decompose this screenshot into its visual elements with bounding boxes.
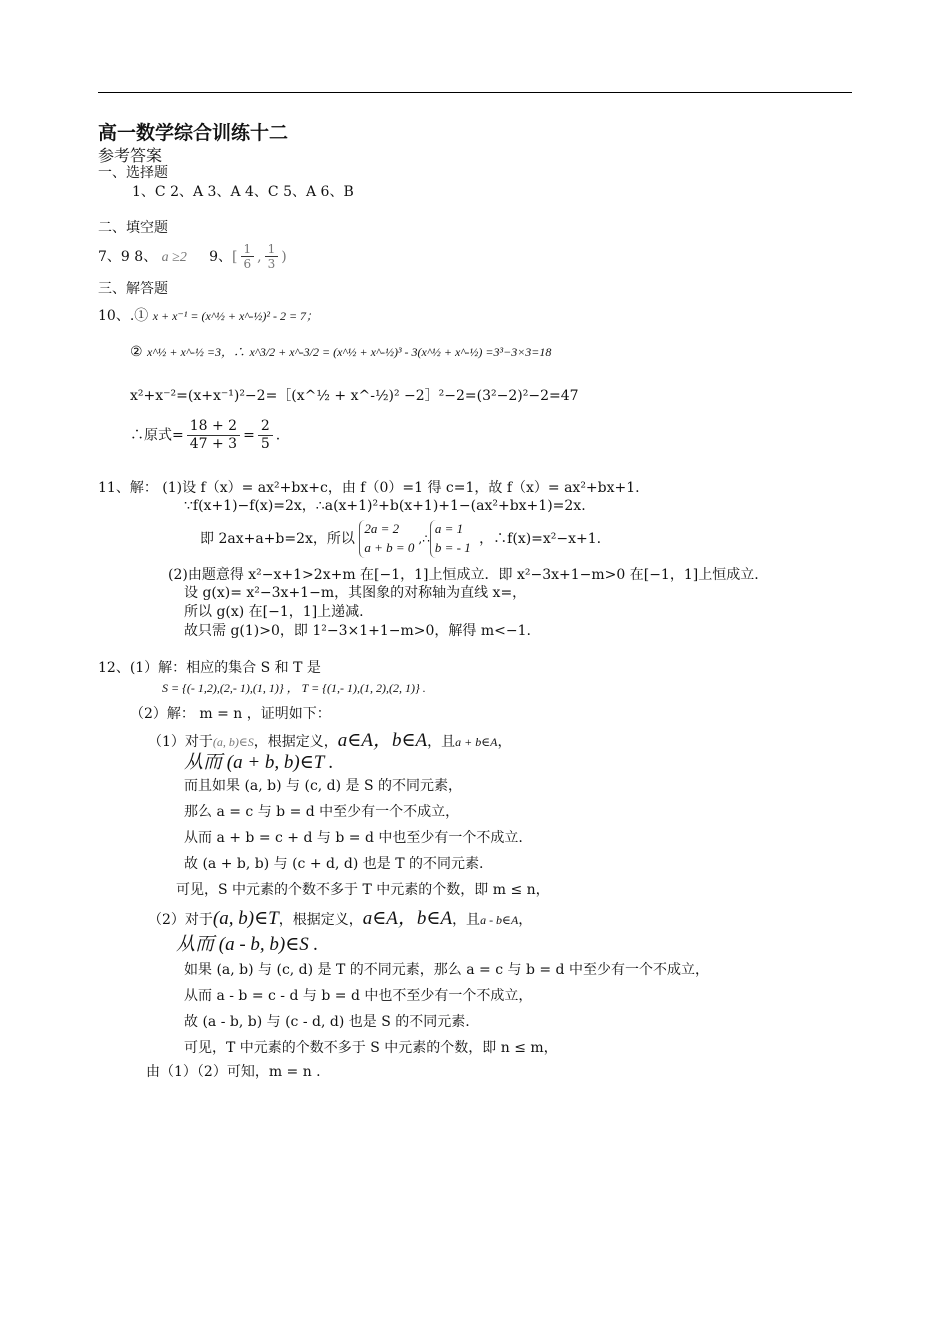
q10-period: . <box>275 427 281 444</box>
q11-line-2: ∵f(x+1)−f(x)=2x，∴a(x+1)²+b(x+1)+1−(ax²+bx+1)=2x. <box>184 498 586 514</box>
answer-9-frac-2: $\frac{1}{3}$ <box>265 242 279 272</box>
q12-line-3: （2）解： m = n ，证明如下： <box>130 706 331 722</box>
q11-line-5: 设 g(x)= x²−3x+1−m，其图象的对称轴为直线 x=， <box>184 585 527 601</box>
q12-part1-intro: （1）对于 <box>148 734 213 750</box>
q12-part2-diff: a - b∈A <box>480 913 519 927</box>
header-rule <box>98 92 852 93</box>
q12-line-16: 可见，T 中元素的个数不多于 S 中元素的个数，即 n ≤ m， <box>184 1040 558 1056</box>
q10-part2-label: ② <box>130 344 143 360</box>
q10-part2-given: x^½ + x^-½ =3，∴ <box>147 345 245 359</box>
answer-9-close: ) <box>281 248 287 265</box>
q12-line-9: 故 (a + b, b) 与 (c + d, d) 也是 T 的不同元素. <box>184 856 484 872</box>
q12-part2-def: ，根据定义， <box>278 912 363 928</box>
q12-part1-comma: ， <box>497 734 512 750</box>
q12-part1-and: ，且 <box>427 734 456 750</box>
q12-line-13: 如果 (a, b) 与 (c, d) 是 T 的不同元素，那么 a = c 与 b = d 中至少有一个不成立， <box>184 962 709 978</box>
answer-9-open: [ <box>232 248 238 265</box>
q10-equals: = <box>243 427 255 444</box>
q12-part1-def: ，根据定义， <box>253 734 338 750</box>
q10-line-2 <box>130 344 551 361</box>
answer-9-comma: , <box>257 248 262 265</box>
page-subtitle: 参考答案 <box>98 146 163 165</box>
q12-line-10: 可见，S 中元素的个数不多于 T 中元素的个数，即 m ≤ n， <box>176 882 550 898</box>
q12-part2-intro: （2）对于 <box>148 912 213 928</box>
q12-line-11 <box>148 908 532 931</box>
q12-line-8: 从而 a + b = c + d 与 b = d 中也至少有一个不成立. <box>184 830 523 846</box>
q12-line-17: 由（1）（2）可知，m = n . <box>146 1064 321 1080</box>
q12-line-4 <box>148 730 511 753</box>
q10-line-1 <box>98 308 318 325</box>
q11-result: ，∴f(x)=x²−x+1. <box>479 530 602 547</box>
q12-line-12: 从而 (a - b, b)∈S . <box>176 934 319 955</box>
q12-sets: S = {(- 1,2),(2,- 1),(1, 1)} ， T = {(1,- 1),(1, 2),(2, 1)} . <box>162 681 426 695</box>
answer-8-label: 8、 <box>134 248 158 265</box>
section-fill-heading: 二、填空题 <box>98 220 168 236</box>
q12-line-15: 故 (a - b, b) 与 (c - d, d) 也是 S 的不同元素. <box>184 1014 470 1030</box>
q11-therefore: ,∴ <box>418 531 430 546</box>
q11-system-intro: 即 2ax+a+b=2x，所以 <box>200 530 355 547</box>
choice-answers: 1、C 2、A 3、A 4、C 5、A 6、B <box>132 184 354 200</box>
q11-system-1: 2a = 2 a + b = 0 <box>359 520 418 558</box>
q10-label: 10、.① <box>98 308 149 324</box>
answer-8-value: a ≥2 <box>161 249 187 265</box>
answer-9-frac-1: $\frac{1}{6}$ <box>241 242 255 272</box>
q12-part1-pair: (a, b)∈S <box>212 735 254 749</box>
q10-line-3: x²+x⁻²=(x+x⁻¹)²−2=［(x^½ + x^-½)² −2］²−2=(3²−2)²−2=47 <box>130 388 579 404</box>
q10-part2-cube: x^3/2 + x^-3/2 = (x^½ + x^-½)³ - 3(x^½ + x^-½) =3³−3×3=18 <box>249 345 552 359</box>
page-title: 高一数学综合训练十二 <box>98 122 289 144</box>
section-solve-heading: 三、解答题 <box>98 281 168 297</box>
q11-line-6: 所以 g(x) 在[−1，1]上递减. <box>184 604 364 620</box>
q12-line-1: 12、(1）解：相应的集合 S 和 T 是 <box>98 660 321 676</box>
q12-line-5: 从而 (a + b, b)∈T . <box>184 752 334 773</box>
q12-part2-and: ，且 <box>452 912 481 928</box>
q10-result-label: ∴原式= <box>130 427 184 444</box>
q12-part1-sum: a + b∈A <box>455 735 498 749</box>
q12-line-7: 那么 a = c 与 b = d 中至少有一个不成立， <box>184 804 460 820</box>
q12-line-6: 而且如果 (a, b) 与 (c, d) 是 S 的不同元素， <box>184 778 463 794</box>
q11-line-7: 故只需 g(1)>0，即 1²−3×1+1−m>0，解得 m<−1. <box>184 623 531 639</box>
q10-line-4 <box>130 418 280 453</box>
fill-answers <box>98 242 287 272</box>
q12-line-14: 从而 a - b = c - d 与 b = d 中也不至少有一个不成立， <box>184 988 533 1004</box>
q12-part2-comma: ， <box>518 912 533 928</box>
q12-part1-membership: a∈A，b∈A <box>337 730 428 751</box>
q10-frac-left: $\frac{18 + 2}{47 + 3}$ <box>187 418 240 453</box>
q11-system-2: a = 1 b = - 1 <box>430 520 475 558</box>
q11-line-1: 11、解： (1)设 f（x）= ax²+bx+c，由 f（0）=1 得 c=1，故 f（x）= ax²+bx+1. <box>98 480 640 496</box>
q12-part2-membership: a∈A，b∈A <box>362 908 453 929</box>
answer-7: 7、9 <box>98 248 130 265</box>
section-choice-heading: 一、选择题 <box>98 165 168 181</box>
answer-9-label: 9、 <box>209 248 233 265</box>
q10-frac-right: $\frac{2}{5}$ <box>258 418 273 453</box>
q10-part1-formula: x + x⁻¹ = (x^½ + x^-½)² - 2 = 7； <box>152 309 319 323</box>
q12-part2-pair: (a, b)∈T <box>212 908 279 929</box>
q11-line-3 <box>200 520 601 558</box>
q11-line-4: (2)由题意得 x²−x+1>2x+m 在[−1，1]上恒成立．即 x²−3x+1−m>0 在[−1，1]上恒成立. <box>168 567 759 583</box>
